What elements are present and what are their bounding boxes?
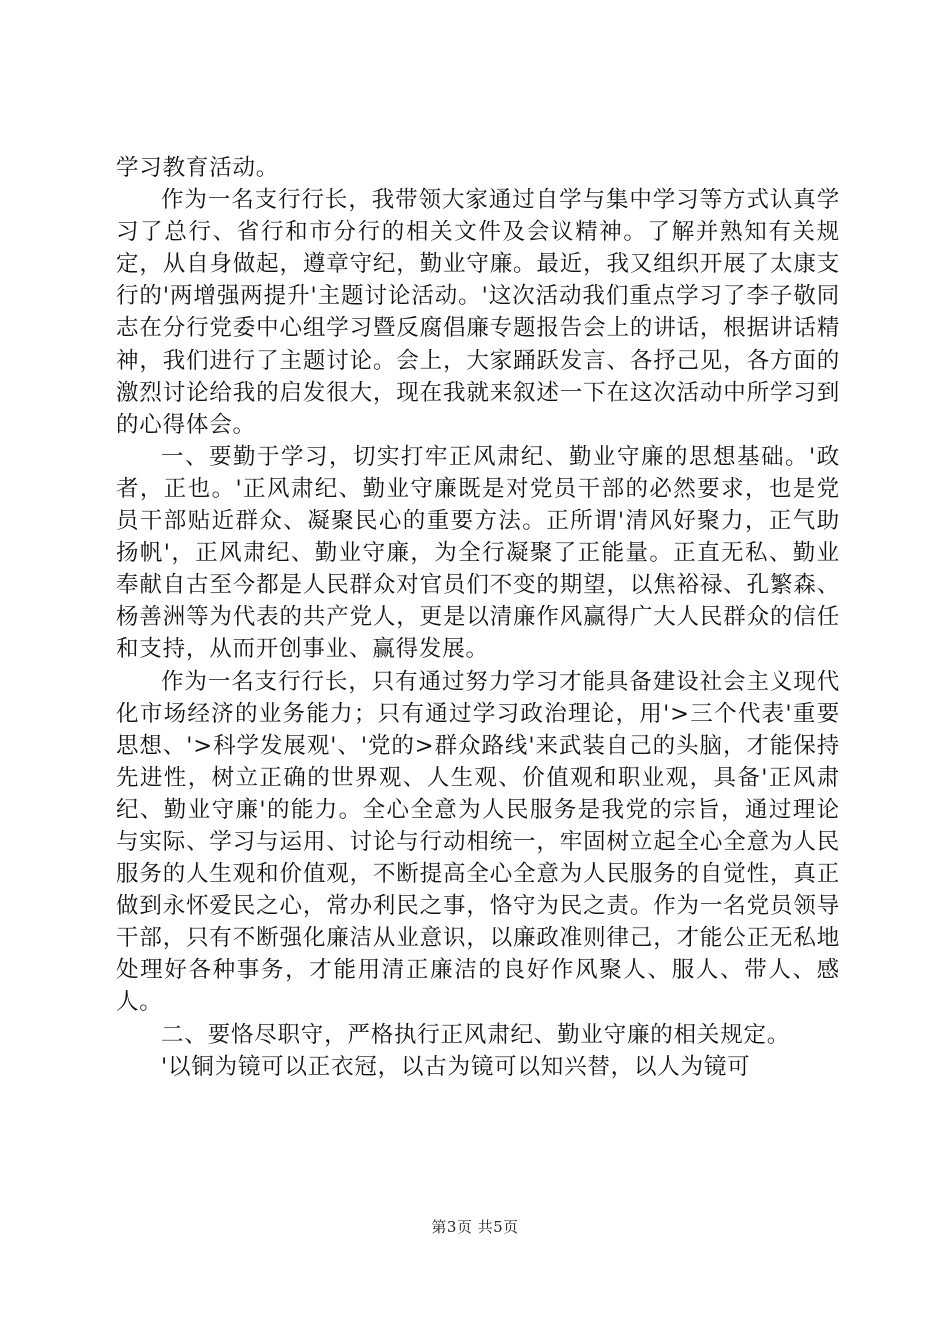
paragraph: '以铜为镜可以正衣冠，以古为镜可以知兴替，以人为镜可: [161, 1053, 751, 1080]
paragraph: 一、要勤于学习，切实打牢正风肃纪、勤业守廉的思想基础。'政者，正也。'正风肃纪、勤业守廉既是对党员干部的必然要求，也是党员干部贴近群众、凝聚民心的重要方法。正所谓'清风好聚力，正气助扬帆'，正风肃纪、勤业守廉，为全行凝聚了正能量。正直无私、勤业奉献自古至今都是人民群众对官员们不变的期望，以焦裕禄、孔繁森、杨善洲等为代表的共产党人，更是以清廉作风赢得广大人民群众的信任和支持，从而开创事业、赢得发展。: [116, 443, 840, 663]
document-body: [116, 152, 840, 1083]
page-number-footer: 第3页 共5页: [431, 1218, 519, 1236]
paragraph: 学习教育活动。: [116, 155, 280, 181]
paragraph: 作为一名支行行长，只有通过努力学习才能具备建设社会主义现代化市场经济的业务能力；只有通过学习政治理论，用'>三个代表'重要思想、'>科学发展观'、'党的>群众路线'来武装自己的头脑，才能保持先进性，树立正确的世界观、人生观、价值观和职业观，具备'正风肃纪、勤业守廉'的能力。全心全意为人民服务是我党的宗旨，通过理论与实际、学习与运用、讨论与行动相统一，牢固树立起全心全意为人民服务的人生观和价值观，不断提高全心全意为人民服务的自觉性，真正做到永怀爱民之心，常办利民之事，恪守为民之责。作为一名党员领导干部，只有不断强化廉洁从业意识，以廉政准则律己，才能公正无私地处理好各种事务，才能用清正廉洁的良好作风聚人、服人、带人、感人。: [116, 668, 840, 1016]
paragraph: 二、要恪尽职守，严格执行正风肃纪、勤业守廉的相关规定。: [161, 1021, 791, 1048]
paragraph: 作为一名支行行长，我带领大家通过自学与集中学习等方式认真学习了总行、省行和市分行的相关文件及会议精神。了解并熟知有关规定，从自身做起，遵章守纪，勤业守廉。最近，我又组织开展了太康支行的'两增强两提升'主题讨论活动。'这次活动我们重点学习了李子敬同志在分行党委中心组学习暨反腐倡廉专题报告会上的讲话，根据讲话精神，我们进行了主题讨论。会上，大家踊跃发言、各抒己见，各方面的激烈讨论给我的启发很大，现在我就来叙述一下在这次活动中所学习到的心得体会。: [116, 187, 840, 438]
